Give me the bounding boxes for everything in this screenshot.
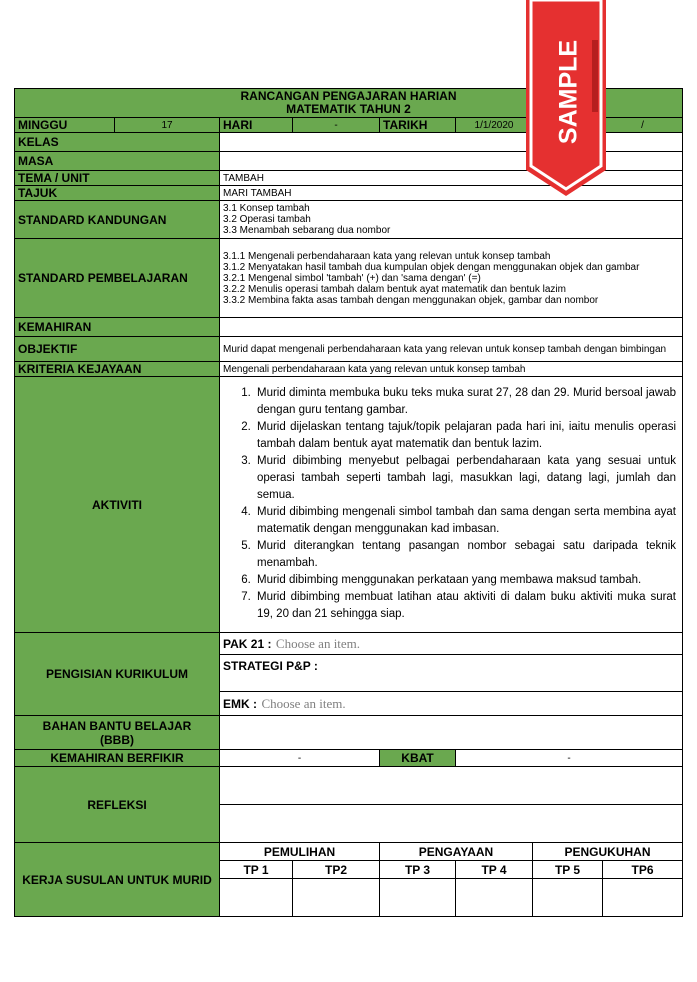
minggu-label: MINGGU xyxy=(15,118,115,133)
pak21-label: PAK 21 : xyxy=(223,636,272,651)
title-line-2: MATEMATIK TAHUN 2 xyxy=(286,102,411,116)
bbb-label-line-2: (BBB) xyxy=(100,732,134,747)
tarikh-label: TARIKH xyxy=(380,118,456,133)
tp6-header: TP6 xyxy=(603,861,683,879)
lesson-plan-table xyxy=(14,88,683,917)
strategi-row xyxy=(220,655,683,692)
masa-label: MASA xyxy=(15,152,220,171)
tp6-cell xyxy=(603,879,683,917)
tp1-header: TP 1 xyxy=(220,861,293,879)
sk-item: 3.1 Konsep tambah xyxy=(223,203,310,214)
kemahiran-berfikir-value: - xyxy=(220,750,380,767)
sample-stamp xyxy=(522,0,610,200)
tajuk-label: TAJUK xyxy=(15,186,220,201)
hari-value: - xyxy=(293,118,380,133)
tp3-cell xyxy=(380,879,456,917)
standard-kandungan-value xyxy=(220,201,683,239)
refleksi-row-1 xyxy=(220,767,683,805)
emk-dropdown[interactable]: Choose an item. xyxy=(261,695,346,711)
aktiviti-label: AKTIVITI xyxy=(15,377,220,633)
kelas-label: KELAS xyxy=(15,133,220,152)
tp2-header: TP2 xyxy=(293,861,380,879)
kemahiran-label: KEMAHIRAN xyxy=(15,318,220,337)
kriteria-value: Mengenali perbendaharaan kata yang relevan untuk konsep tambah xyxy=(220,362,683,377)
kemahiran-berfikir-label: KEMAHIRAN BERFIKIR xyxy=(15,750,220,767)
refleksi-label: REFLEKSI xyxy=(15,767,220,843)
lesson-plan-sheet xyxy=(14,88,682,917)
bbb-label-line-1: BAHAN BANTU BELAJAR xyxy=(42,718,192,733)
aktiviti-list xyxy=(220,377,683,633)
kelas-value xyxy=(220,133,683,152)
aktiviti-item: 3. Murid dibimbing menyebut pelbagai perbendaharaan kata yang sesuai untuk operasi tambah seperti tambah lagi, masukkan lagi, datang lagi, jumlah dan semua. xyxy=(254,453,676,504)
emk-row xyxy=(220,692,683,716)
aktiviti-item: 7. Murid dibimbing membuat latihan atau aktiviti di dalam buku aktiviti muka surat 19, 20 dan 21 sehingga siap. xyxy=(254,589,676,623)
sk-item: 3.2 Operasi tambah xyxy=(223,214,311,225)
standard-pembelajaran-label: STANDARD PEMBELAJARAN xyxy=(15,239,220,318)
sp-item: 3.1.1 Mengenali perbendaharaan kata yang relevan untuk konsep tambah xyxy=(223,250,551,262)
tp2-cell xyxy=(293,879,380,917)
kriteria-label: KRITERIA KEJAYAAN xyxy=(15,362,220,377)
sp-item: 3.2.1 Mengenal simbol 'tambah' (+) dan 'sama dengan' (=) xyxy=(223,272,481,284)
stamp-side-band xyxy=(592,40,598,112)
objektif-label: OBJEKTIF xyxy=(15,337,220,362)
strategi-label: STRATEGI P&P : xyxy=(223,659,318,673)
tp3-header: TP 3 xyxy=(380,861,456,879)
aktiviti-item: 6. Murid dibimbing menggunakan perkataan yang membawa maksud tambah. xyxy=(254,572,676,589)
pak21-row xyxy=(220,633,683,655)
kbat-value: - xyxy=(456,750,683,767)
hari-label: HARI xyxy=(220,118,293,133)
tp1-cell xyxy=(220,879,293,917)
stamp-text: SAMPLE xyxy=(554,39,583,145)
bbb-label xyxy=(15,716,220,750)
pengayaan-header: PENGAYAAN xyxy=(380,843,533,861)
tarikh-value: 1/1/2020 xyxy=(456,118,533,133)
objektif-value: Murid dapat mengenali perbendaharaan kata yang relevan untuk konsep tambah dengan bimbingan xyxy=(220,337,683,362)
kbat-label: KBAT xyxy=(380,750,456,767)
tp5-cell xyxy=(533,879,603,917)
title-line-1: RANCANGAN PENGAJARAN HARIAN xyxy=(240,89,457,103)
info-extra-value: / xyxy=(603,118,683,133)
pak21-dropdown[interactable]: Choose an item. xyxy=(275,635,361,651)
sp-item: 3.1.2 Menyatakan hasil tambah dua kumpulan objek dengan menggunakan objek dan gambar xyxy=(223,261,640,273)
kerja-susulan-label: KERJA SUSULAN UNTUK MURID xyxy=(15,843,220,917)
bbb-value xyxy=(220,716,683,750)
kemahiran-value xyxy=(220,318,683,337)
tajuk-value: MARI TAMBAH xyxy=(220,186,683,201)
sp-item: 3.2.2 Menulis operasi tambah dalam bentuk ayat matematik dan bentuk lazim xyxy=(223,283,566,295)
emk-label: EMK : xyxy=(223,696,257,711)
tp4-header: TP 4 xyxy=(456,861,533,879)
sp-item: 3.3.2 Membina fakta asas tambah dengan menggunakan objek, gambar dan nombor xyxy=(223,294,599,306)
pengukuhan-header: PENGUKUHAN xyxy=(533,843,683,861)
tp5-header: TP 5 xyxy=(533,861,603,879)
standard-pembelajaran-value xyxy=(220,239,683,318)
aktiviti-item: 5. Murid diterangkan tentang pasangan nombor sebagai satu daripada teknik menambah. xyxy=(254,538,676,572)
tema-label: TEMA / UNIT xyxy=(15,171,220,186)
sk-item: 3.3 Menambah sebarang dua nombor xyxy=(223,225,391,236)
minggu-value: 17 xyxy=(115,118,220,133)
aktiviti-item: 1. Murid diminta membuka buku teks muka surat 27, 28 dan 29. Murid bersoal jawab dengan guru tentang gambar. xyxy=(254,385,676,419)
refleksi-row-2 xyxy=(220,805,683,843)
tp4-cell xyxy=(456,879,533,917)
tema-value: TAMBAH xyxy=(220,171,683,186)
aktiviti-item: 2. Murid dijelaskan tentang tajuk/topik pelajaran pada hari ini, iaitu menulis operasi tambah dalam bentuk ayat matematik dan bentuk lazim. xyxy=(254,419,676,453)
standard-kandungan-label: STANDARD KANDUNGAN xyxy=(15,201,220,239)
pengisian-kurikulum-label: PENGISIAN KURIKULUM xyxy=(15,633,220,716)
masa-value xyxy=(220,152,683,171)
pemulihan-header: PEMULIHAN xyxy=(220,843,380,861)
aktiviti-item: 4. Murid dibimbing mengenali simbol tambah dan sama dengan serta membina ayat matematik dengan menggunakan kad imbasan. xyxy=(254,504,676,538)
